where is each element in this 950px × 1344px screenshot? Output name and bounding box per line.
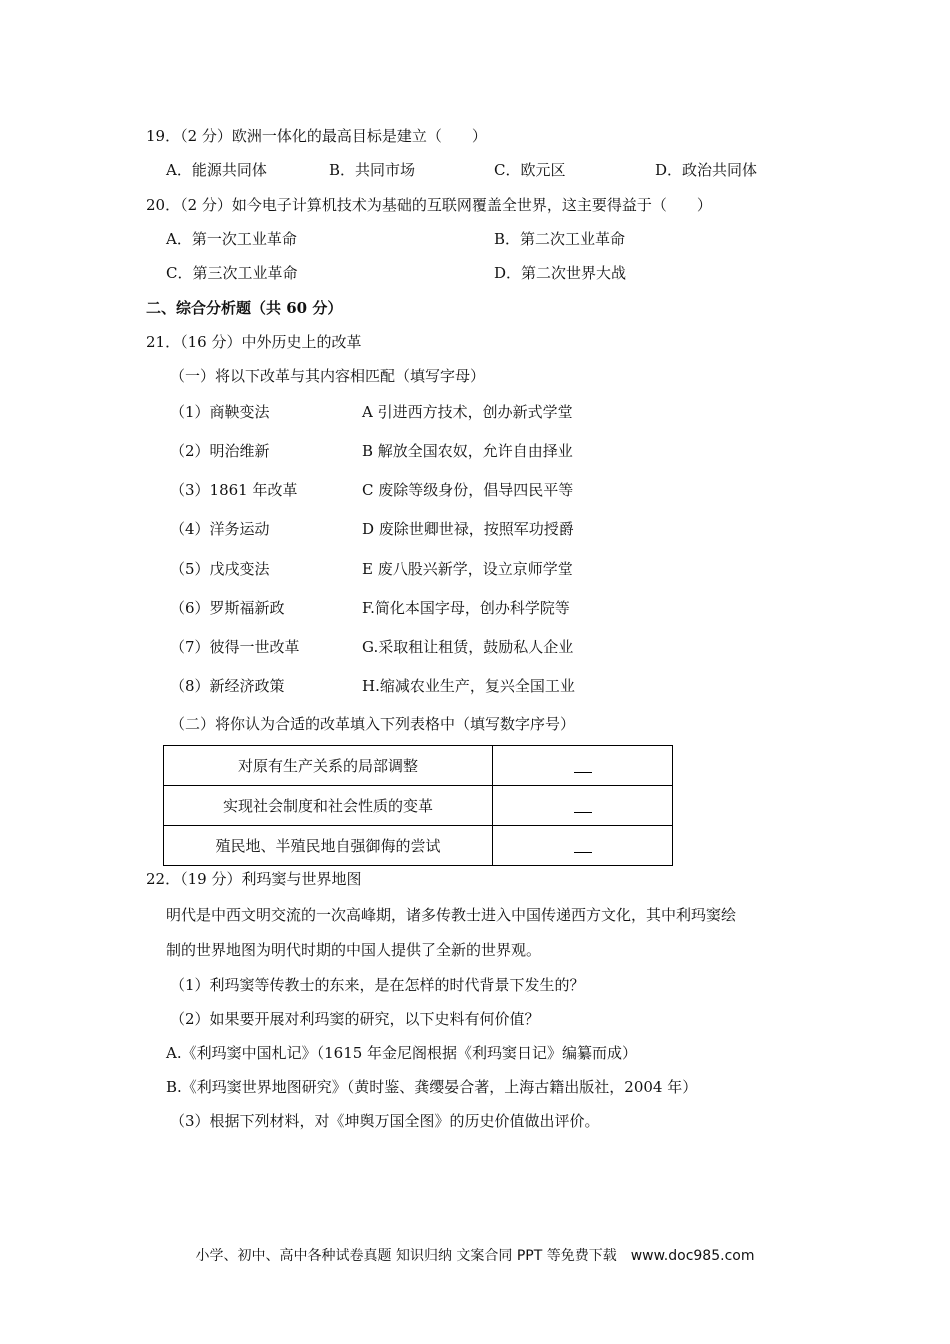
- match-left-5: （5）戊戌变法: [170, 560, 270, 578]
- match-right-8: H.缩减农业生产，复兴全国工业: [362, 677, 575, 695]
- table-row: [164, 746, 673, 786]
- q22-sub1: （1）利玛窦等传教士的东来，是在怎样的时代背景下发生的？: [170, 976, 585, 994]
- q20-stem: 20．（2 分）如今电子计算机技术为基础的互联网覆盖全世界，这主要得益于（ ）: [146, 196, 712, 214]
- q22-sub2: （2）如果要开展对利玛窦的研究，以下史料有何价值？: [170, 1010, 540, 1028]
- q20-option-d: D．第二次世界大战: [494, 264, 627, 282]
- answer-blank[interactable]: [493, 826, 673, 866]
- q19-stem: 19．（2 分）欧洲一体化的最高目标是建立（ ）: [146, 127, 487, 145]
- q19-option-d: D．政治共同体: [655, 161, 758, 179]
- reform-fill-table: [163, 745, 673, 866]
- q22-stem: 22．（19 分）利玛窦与世界地图: [146, 870, 362, 888]
- q22-paragraph-line-1: 明代是中西文明交流的一次高峰期，诸多传教士进入中国传递西方文化，其中利玛窦绘: [166, 906, 737, 924]
- match-right-6: F.简化本国字母，创办科学院等: [362, 599, 570, 617]
- q20-option-b: B．第二次工业革命: [494, 230, 626, 248]
- match-left-3: （3）1861 年改革: [170, 481, 298, 499]
- match-right-1: A 引进西方技术，创办新式学堂: [362, 403, 573, 421]
- match-right-5: E 废八股兴新学，设立京师学堂: [362, 560, 573, 578]
- section-title: 二、综合分析题（共 60 分）: [146, 299, 343, 317]
- table-row: [164, 786, 673, 826]
- q19-option-b: B．共同市场: [329, 161, 416, 179]
- q20-option-c: C．第三次工业革命: [166, 264, 298, 282]
- q22-paragraph-line-2: 制的世界地图为明代时期的中国人提供了全新的世界观。: [166, 941, 542, 959]
- page-footer: 小学、初中、高中各种试卷真题 知识归纳 文案合同 PPT 等免费下载 www.doc985.com: [195, 1248, 755, 1264]
- table-cell-label: 殖民地、半殖民地自强御侮的尝试: [164, 826, 493, 866]
- table-cell-label: 实现社会制度和社会性质的变革: [164, 786, 493, 826]
- q22-source-b: B.《利玛窦世界地图研究》（黄时鉴、龚缨晏合著，上海古籍出版社，2004 年）: [166, 1078, 698, 1096]
- table-cell-label: 对原有生产关系的局部调整: [164, 746, 493, 786]
- q19-option-c: C．欧元区: [494, 161, 566, 179]
- match-left-2: （2）明治维新: [170, 442, 270, 460]
- match-right-2: B 解放全国农奴，允许自由择业: [362, 442, 573, 460]
- match-right-3: C 废除等级身份，倡导四民平等: [362, 481, 574, 499]
- q19-option-a: A．能源共同体: [166, 161, 267, 179]
- match-left-7: （7）彼得一世改革: [170, 638, 300, 656]
- q22-source-a: A.《利玛窦中国札记》（1615 年金尼阁根据《利玛窦日记》编纂而成）: [166, 1044, 638, 1062]
- match-right-4: D 废除世卿世禄，按照军功授爵: [362, 520, 574, 538]
- answer-blank[interactable]: [493, 786, 673, 826]
- q21-stem: 21．（16 分）中外历史上的改革: [146, 333, 362, 351]
- q21-part1: （一）将以下改革与其内容相匹配（填写字母）: [170, 367, 486, 385]
- match-left-4: （4）洋务运动: [170, 520, 270, 538]
- answer-blank[interactable]: [493, 746, 673, 786]
- match-right-7: G.采取租让租赁，鼓励私人企业: [362, 638, 574, 656]
- table-row: [164, 826, 673, 866]
- q21-part2: （二）将你认为合适的改革填入下列表格中（填写数字序号）: [170, 715, 576, 733]
- q22-sub3: （3）根据下列材料，对《坤舆万国全图》的历史价值做出评价。: [170, 1112, 600, 1130]
- match-left-1: （1）商鞅变法: [170, 403, 270, 421]
- match-left-6: （6）罗斯福新政: [170, 599, 285, 617]
- q20-option-a: A．第一次工业革命: [166, 230, 297, 248]
- match-left-8: （8）新经济政策: [170, 677, 285, 695]
